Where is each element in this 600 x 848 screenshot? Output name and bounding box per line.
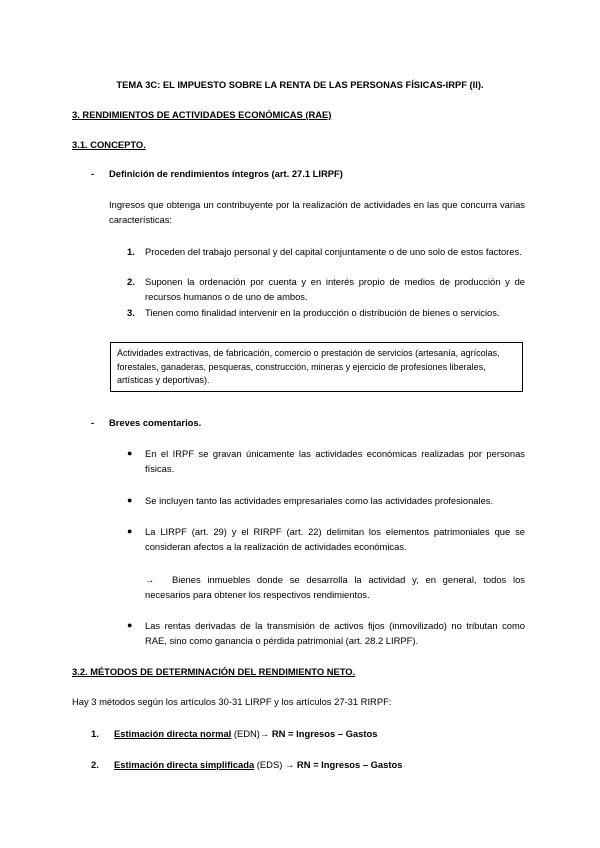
list-item: Proceden del trabajo personal y del capital conjuntamente o de uno solo de estos factores. <box>145 246 522 257</box>
list-number: 3. <box>127 307 135 318</box>
bullet-icon: ● <box>127 448 133 458</box>
comment-bullet-1: En el IRPF se gravan únicamente las actividades económicas realizadas por personas físicas. <box>145 448 525 474</box>
method-item <box>91 757 402 772</box>
list-number: 2. <box>127 276 135 287</box>
bullet-icon: ● <box>127 526 133 536</box>
definition-heading: Definición de rendimientos íntegros (art. 27.1 LIRPF) <box>109 168 343 179</box>
arrow-note: Bienes inmuebles donde se desarrolla la actividad y, en general, todos los necesarios para obtener los respectivos rendimientos. <box>145 574 525 600</box>
method-name: Estimación directa simplificada <box>114 759 255 770</box>
method-name: Estimación directa normal <box>114 728 232 739</box>
method-number: 2. <box>91 759 99 770</box>
method-formula: RN = Ingresos – Gastos <box>271 728 378 739</box>
section-3-heading: 3. RENDIMIENTOS DE ACTIVIDADES ECONÓMICAS (RAE) <box>72 109 332 120</box>
list-item: Tienen como finalidad intervenir en la producción o distribución de bienes o servicios. <box>145 307 500 318</box>
method-abbr: (EDN)→ <box>231 728 272 739</box>
list-number: 1. <box>127 246 135 257</box>
comment-bullet-3: La LIRPF (art. 29) y el RIRPF (art. 22) delimitan los elementos patrimoniales que se consideran afectos a la realización de actividades económicas. <box>145 526 525 552</box>
comment-bullet-4: Las rentas derivadas de la transmisión de activos fijos (inmovilizado) no tributan como RAE, sino como ganancia o pérdida patrimonial (art. 28.2 LIRPF). <box>145 620 525 646</box>
section-3-1-heading: 3.1. CONCEPTO. <box>72 139 146 150</box>
methods-intro: Hay 3 métodos según los artículos 30-31 LIRPF y los artículos 27-31 RIRPF: <box>72 696 392 707</box>
comments-heading: Breves comentarios. <box>109 417 202 428</box>
comment-bullet-2: Se incluyen tanto las actividades empresariales como las actividades profesionales. <box>145 495 494 506</box>
bullet-icon: ● <box>127 495 133 505</box>
method-formula: RN = Ingresos – Gastos <box>296 759 403 770</box>
dash-marker: - <box>91 168 95 179</box>
method-abbr: (EDS) → <box>254 759 297 770</box>
list-item: Suponen la ordenación por cuenta y en interés propio de medios de producción y de recursos humanos o de uno de ambos. <box>145 276 525 302</box>
section-3-2-heading: 3.2. MÉTODOS DE DETERMINACIÓN DEL RENDIMIENTO NETO. <box>72 666 356 677</box>
page-title: TEMA 3C: EL IMPUESTO SOBRE LA RENTA DE LAS PERSONAS FÍSICAS-IRPF (II). <box>116 79 484 90</box>
method-item <box>91 726 377 741</box>
definition-intro: Ingresos que obtenga un contribuyente por la realización de actividades en las que concurra varias características: <box>109 199 525 225</box>
arrow-icon: → <box>145 574 155 585</box>
dash-marker: - <box>91 417 95 428</box>
method-number: 1. <box>91 728 99 739</box>
bullet-icon: ● <box>127 620 133 630</box>
activities-box: Actividades extractivas, de fabricación, comercio o prestación de servicios (artesanía, agrícolas, forestales, ganaderas, pesqueras, construcción, mineras y ejercicio de profesiones liberales, artísticas y deportivas). <box>110 342 523 392</box>
